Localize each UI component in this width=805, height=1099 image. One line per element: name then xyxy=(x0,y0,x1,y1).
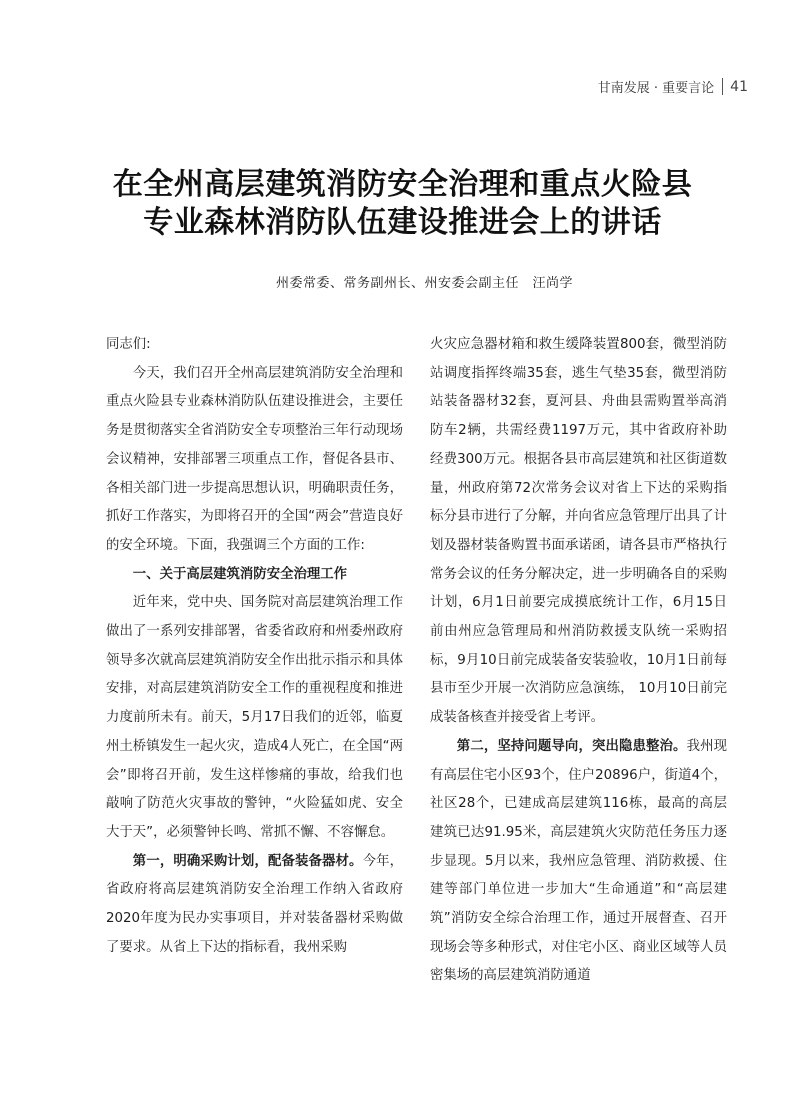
salutation: 同志们: xyxy=(106,337,151,352)
section-heading: 一、关于高层建筑消防安全治理工作 xyxy=(132,566,348,582)
right-column xyxy=(430,331,727,991)
running-header xyxy=(598,77,748,96)
title-line-1: 在全州高层建筑消防安全治理和重点火险县 xyxy=(112,167,693,202)
paragraph-body: 我州现有高层住宅小区93个，住户20896户，街道4个，社区28个，已建成高层建筑116栋，最高的高层建筑已达91.95米，高层建筑火灾防范任务压力逐步显现。5月以来，我州应急管理、消防救援、住建等部门单位进一步加大“生命通道”和“高层建筑”消防安全综合治理工作，通过开展督查、召开现场会等多种形式，对住宅小区、商业区域等人员密集场的高层建筑消防通道 xyxy=(430,738,728,984)
paragraph: 今天，我们召开全州高层建筑消防安全治理和重点火险县专业森林消防队伍建设推进会，主要任务是贯彻落实全省消防安全专项整治三年行动现场会议精神，安排部署三项重点工作，督促各县市、各相关部门进一步提高思想认识，明确职责任务，抓好工作落实，为即将召开的全国“两会”营造良好的安全环境。下面，我强调三个方面的工作: xyxy=(106,365,403,553)
article-title xyxy=(0,166,805,242)
page-number: 41 xyxy=(730,78,748,95)
paragraph-body: 今年，省政府将高层建筑消防安全治理工作纳入省政府2020年度为民办实事项目，并对装备器材采购做了要求。从省上下达的指标看，我州采购 xyxy=(106,853,404,955)
author-byline: 州委常委、常务副州长、州安委会副主任 汪尚学 xyxy=(275,276,573,291)
title-line-2: 专业森林消防队伍建设推进会上的讲话 xyxy=(143,205,662,240)
paragraph xyxy=(106,848,403,963)
paragraph-lead: 第一，明确采购计划，配备装备器材。 xyxy=(132,853,363,869)
paragraph: 近年来，党中央、国务院对高层建筑治理工作做出了一系列安排部署，省委省政府和州委州政府领导多次就高层建筑消防安全作出批示指示和具体安排，对高层建筑消防安全工作的重视程度和推进力度前所未有。前天，5月17日我们的近邻，临夏州土桥镇发生一起火灾，造成4人死亡，在全国“两会”即将召开前，发生这样惨痛的事故，给我们也敲响了防范火灾事故的警钟，“火险猛如虎、安全大于天”，必须警钟长鸣、常抓不懈、不容懈怠。 xyxy=(106,595,403,840)
header-divider xyxy=(722,78,723,95)
paragraph xyxy=(430,733,727,991)
paragraph: 火灾应急器材箱和救生缓降装置800套，微型消防站调度指挥终端35套，逃生气垫35套，微型消防站装备器材32套，夏河县、舟曲县需购置举高消防车2辆，共需经费1197万元，其中省政府补助经费300万元。根据各县市高层建筑和社区街道数量，州政府第72次常务会议对省上下达的采购指标分县市进行了分解，并向省应急管理厅出具了计划及器材装备购置书面承诺函，请各县市严格执行常务会议的任务分解决定，进一步明确各自的采购计划，6月1日前要完成摸底统计工作，6月15日前由州应急管理局和州消防救援支队统一采购招标，9月10日前完成装备安装验收，10月1日前每县市至少开展一次消防应急演练， 10月10日前完成装备核查并接受省上考评。 xyxy=(430,337,727,726)
left-column xyxy=(106,331,403,962)
paragraph-lead: 第二，坚持问题导向，突出隐患整治。 xyxy=(456,738,687,754)
section-title: 甘南发展 · 重要言论 xyxy=(597,81,715,96)
